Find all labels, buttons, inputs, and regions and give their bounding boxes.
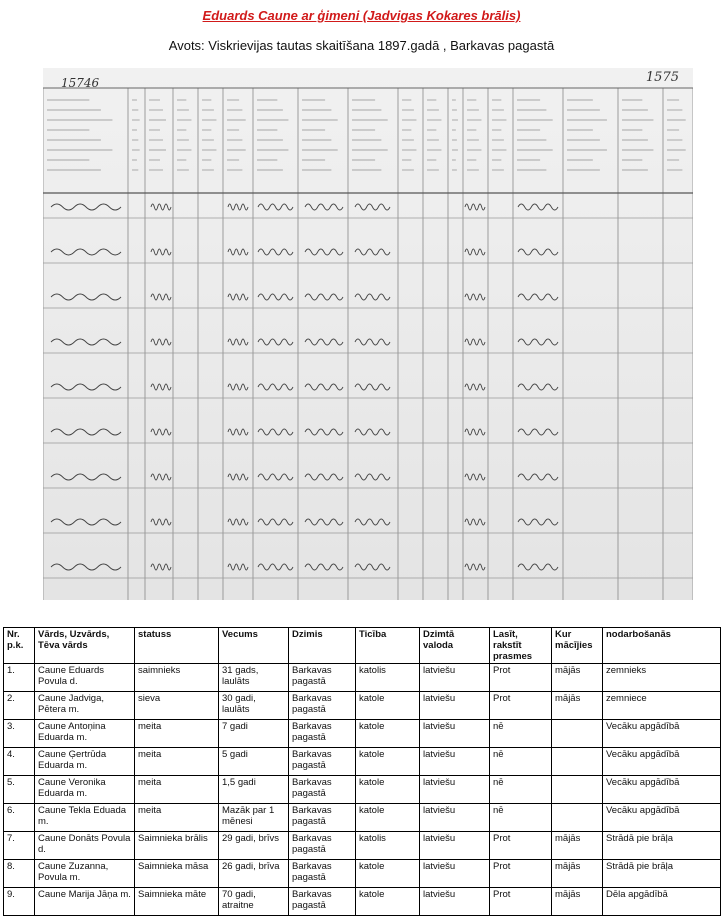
cell-nr: 3. (4, 720, 35, 748)
header-language: Dzimtā valoda (420, 628, 490, 664)
cell-nr: 2. (4, 692, 35, 720)
table-row (4, 776, 721, 804)
cell-name: Caune Zuzanna, Povula m. (35, 860, 135, 888)
cell-name: Caune Ģertrūda Eduarda m. (35, 748, 135, 776)
cell-religion: katole (356, 748, 420, 776)
cell-religion: katole (356, 720, 420, 748)
cell-literacy: nē (490, 776, 552, 804)
header-literacy: Lasīt, rakstīt prasmes (490, 628, 552, 664)
cell-religion: katole (356, 860, 420, 888)
cell-born: Barkavas pagastā (289, 888, 356, 916)
cell-religion: katolis (356, 832, 420, 860)
cell-schooling (552, 804, 603, 832)
cell-language: latviešu (420, 664, 490, 692)
cell-born: Barkavas pagastā (289, 776, 356, 804)
cell-age: 7 gadi (219, 720, 289, 748)
cell-literacy: nē (490, 720, 552, 748)
transcription-table (3, 627, 721, 916)
table-row (4, 888, 721, 916)
header-age: Vecums (219, 628, 289, 664)
cell-language: latviešu (420, 748, 490, 776)
cell-schooling: mājās (552, 888, 603, 916)
cell-born: Barkavas pagastā (289, 720, 356, 748)
table-header-row (4, 628, 721, 664)
cell-age: Mazāk par 1 mēnesi (219, 804, 289, 832)
cell-occupation: zemnieks (603, 664, 721, 692)
cell-status: Saimnieka brālis (135, 832, 219, 860)
table-row (4, 664, 721, 692)
cell-religion: katole (356, 776, 420, 804)
scan-stamp-right: 1575 (645, 70, 679, 85)
table-row (4, 748, 721, 776)
cell-name: Caune Jadviga, Pētera m. (35, 692, 135, 720)
header-religion: Ticība (356, 628, 420, 664)
cell-language: latviešu (420, 860, 490, 888)
cell-age: 26 gadi, brīva (219, 860, 289, 888)
cell-language: latviešu (420, 804, 490, 832)
cell-status: Saimnieka māte (135, 888, 219, 916)
cell-status: meita (135, 748, 219, 776)
cell-schooling: mājās (552, 692, 603, 720)
cell-born: Barkavas pagastā (289, 748, 356, 776)
header-occupation: nodarbošanās (603, 628, 721, 664)
cell-occupation: zemniece (603, 692, 721, 720)
cell-name: Caune Antoņina Eduarda m. (35, 720, 135, 748)
cell-occupation: Strādā pie brāļa (603, 860, 721, 888)
cell-nr: 9. (4, 888, 35, 916)
cell-religion: katole (356, 804, 420, 832)
header-status: statuss (135, 628, 219, 664)
cell-schooling (552, 748, 603, 776)
cell-status: meita (135, 776, 219, 804)
cell-born: Barkavas pagastā (289, 804, 356, 832)
cell-born: Barkavas pagastā (289, 692, 356, 720)
cell-name: Caune Eduards Povula d. (35, 664, 135, 692)
cell-schooling (552, 776, 603, 804)
cell-status: meita (135, 804, 219, 832)
cell-literacy: nē (490, 804, 552, 832)
cell-nr: 7. (4, 832, 35, 860)
cell-name: Caune Veronika Eduarda m. (35, 776, 135, 804)
cell-status: sieva (135, 692, 219, 720)
header-nr: Nr. p.k. (4, 628, 35, 664)
scan-grid-lines (43, 68, 693, 600)
source-line: Avots: Viskrievijas tautas skaitīšana 1897.gadā , Barkavas pagastā (168, 38, 555, 53)
cell-occupation: Vecāku apgādībā (603, 776, 721, 804)
cell-age: 5 gadi (219, 748, 289, 776)
table-row (4, 720, 721, 748)
page-title: Eduards Caune ar ģimeni (Jadvigas Kokares brālis) (202, 8, 521, 23)
cell-language: latviešu (420, 776, 490, 804)
cell-schooling: mājās (552, 832, 603, 860)
census-scan-image (43, 68, 693, 600)
cell-language: latviešu (420, 832, 490, 860)
cell-born: Barkavas pagastā (289, 860, 356, 888)
cell-literacy: Prot (490, 692, 552, 720)
table-row (4, 692, 721, 720)
cell-religion: katolis (356, 664, 420, 692)
cell-age: 29 gadi, brīvs (219, 832, 289, 860)
cell-occupation: Strādā pie brāļa (603, 832, 721, 860)
header-name: Vārds, Uzvārds, Tēva vārds (35, 628, 135, 664)
cell-age: 1,5 gadi (219, 776, 289, 804)
cell-literacy: Prot (490, 664, 552, 692)
cell-religion: katole (356, 888, 420, 916)
cell-nr: 1. (4, 664, 35, 692)
cell-language: latviešu (420, 888, 490, 916)
cell-literacy: Prot (490, 888, 552, 916)
cell-literacy: Prot (490, 832, 552, 860)
cell-age: 31 gads, laulāts (219, 664, 289, 692)
cell-age: 70 gadi, atraitne (219, 888, 289, 916)
cell-nr: 4. (4, 748, 35, 776)
header-born: Dzimis (289, 628, 356, 664)
cell-schooling (552, 720, 603, 748)
cell-status: meita (135, 720, 219, 748)
table-row (4, 804, 721, 832)
cell-status: Saimnieka māsa (135, 860, 219, 888)
cell-born: Barkavas pagastā (289, 832, 356, 860)
table-row (4, 832, 721, 860)
cell-nr: 8. (4, 860, 35, 888)
table-row (4, 860, 721, 888)
cell-religion: katole (356, 692, 420, 720)
cell-literacy: nē (490, 748, 552, 776)
cell-name: Caune Tekla Eduada m. (35, 804, 135, 832)
cell-schooling: mājās (552, 664, 603, 692)
cell-occupation: Dēla apgādībā (603, 888, 721, 916)
cell-occupation: Vecāku apgādībā (603, 720, 721, 748)
cell-occupation: Vecāku apgādībā (603, 748, 721, 776)
header-schooling: Kur mācījies (552, 628, 603, 664)
cell-language: latviešu (420, 720, 490, 748)
cell-name: Caune Marija Jāņa m. (35, 888, 135, 916)
cell-occupation: Vecāku apgādībā (603, 804, 721, 832)
cell-nr: 5. (4, 776, 35, 804)
cell-age: 30 gadi, laulāts (219, 692, 289, 720)
cell-born: Barkavas pagastā (289, 664, 356, 692)
cell-status: saimnieks (135, 664, 219, 692)
scan-stamp-left: 15746 (61, 76, 100, 90)
cell-language: latviešu (420, 692, 490, 720)
cell-nr: 6. (4, 804, 35, 832)
cell-literacy: Prot (490, 860, 552, 888)
cell-name: Caune Donāts Povula d. (35, 832, 135, 860)
cell-schooling: mājās (552, 860, 603, 888)
